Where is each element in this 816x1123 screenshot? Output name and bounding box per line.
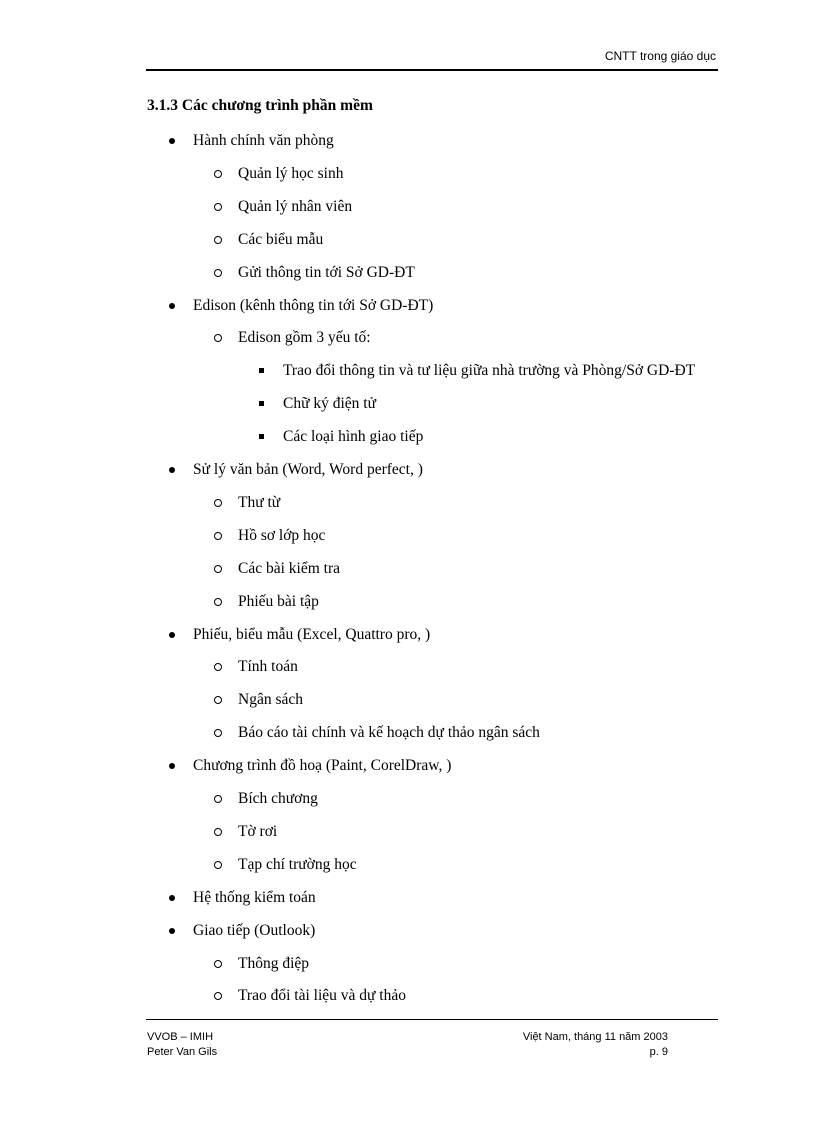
list-item-text: Trao đổi thông tin và tư liệu giữa nhà trường và Phòng/Sở GD-ĐT — [283, 362, 696, 380]
bullet-circle-icon — [214, 657, 238, 677]
list-item-text: Ngân sách — [238, 691, 303, 709]
list-item-text: Báo cáo tài chính và kế hoạch dự thảo ngân sách — [238, 724, 540, 742]
bullet-circle-icon — [214, 559, 238, 579]
list-item — [259, 361, 695, 381]
list-item — [259, 394, 376, 414]
bullet-disc-icon — [169, 625, 193, 645]
bullet-disc-icon — [169, 888, 193, 908]
bullet-circle-icon — [214, 164, 238, 184]
bullet-circle-icon — [214, 592, 238, 612]
list-item — [214, 328, 371, 348]
bullet-circle-icon — [214, 526, 238, 546]
bullet-square-icon — [259, 427, 283, 447]
bullet-circle-icon — [214, 855, 238, 875]
list-item-text: Các loại hình giao tiếp — [283, 428, 424, 446]
list-item-text: Chương trình đồ hoạ (Paint, CorelDraw, ) — [193, 757, 452, 775]
bullet-disc-icon — [169, 296, 193, 316]
bullet-circle-icon — [214, 263, 238, 283]
list-item-text: Hệ thống kiểm toán — [193, 888, 316, 906]
list-item-text: Edison (kênh thông tin tới Sở GD-ĐT) — [193, 296, 434, 314]
bullet-circle-icon — [214, 690, 238, 710]
list-item — [169, 131, 334, 151]
list-item — [214, 230, 323, 250]
list-item-text: Quản lý nhân viên — [238, 197, 353, 215]
bullet-circle-icon — [214, 197, 238, 217]
header-title: CNTT trong giáo dục — [604, 49, 716, 63]
footer-left — [147, 1030, 217, 1060]
list-item — [169, 921, 315, 941]
list-item-text: Giao tiếp (Outlook) — [193, 921, 316, 939]
bullet-circle-icon — [214, 230, 238, 250]
list-item-text: Tờ rơi — [238, 822, 278, 840]
bullet-disc-icon — [169, 460, 193, 480]
list-item-text: Các bài kiểm tra — [238, 559, 340, 577]
list-item — [214, 526, 325, 546]
bullet-disc-icon — [169, 756, 193, 776]
list-item-text: Trao đổi tài liệu và dự thảo — [238, 987, 406, 1005]
list-item — [169, 756, 451, 776]
list-item-text: Hồ sơ lớp học — [238, 526, 326, 544]
footer-page-number: p. 9 — [649, 1046, 668, 1058]
bullet-square-icon — [259, 394, 283, 414]
bullet-disc-icon — [169, 921, 193, 941]
list-item-text: Các biểu mẫu — [238, 230, 324, 248]
list-item-text: Thư từ — [238, 493, 281, 511]
footer-divider — [146, 1019, 718, 1020]
list-item — [214, 493, 280, 513]
list-item — [214, 954, 309, 974]
footer-author: Peter Van Gils — [147, 1046, 218, 1058]
list-item — [214, 197, 352, 217]
list-item-text: Chữ ký điện tử — [283, 395, 377, 413]
bullet-circle-icon — [214, 789, 238, 809]
bullet-circle-icon — [214, 986, 238, 1006]
list-item — [214, 822, 277, 842]
list-item-text: Tạp chí trường học — [238, 855, 357, 873]
list-item-text: Phiếu bài tập — [238, 592, 319, 610]
list-item — [214, 164, 343, 184]
footer-organization: VVOB – IMIH — [147, 1031, 214, 1043]
list-item-text: Tính toán — [238, 658, 298, 676]
list-item — [259, 427, 423, 447]
list-item-text: Quản lý học sinh — [238, 164, 344, 182]
bullet-circle-icon — [214, 493, 238, 513]
list-item — [214, 592, 319, 612]
bullet-square-icon — [259, 361, 283, 381]
list-item — [169, 888, 316, 908]
list-item — [214, 789, 318, 809]
bullet-disc-icon — [169, 131, 193, 151]
list-item-text: Gửi thông tin tới Sở GD-ĐT — [238, 263, 415, 281]
list-item — [169, 625, 430, 645]
section-title: 3.1.3 Các chương trình phần mềm — [147, 97, 373, 114]
list-item-text: Hành chính văn phòng — [193, 132, 334, 149]
list-item — [214, 657, 298, 677]
bullet-circle-icon — [214, 954, 238, 974]
list-item — [214, 986, 406, 1006]
list-item-text: Sử lý văn bản (Word, Word perfect, ) — [193, 461, 423, 478]
list-item-text: Bích chương — [238, 790, 318, 807]
bullet-circle-icon — [214, 822, 238, 842]
footer-right — [523, 1030, 668, 1060]
bullet-circle-icon — [214, 328, 238, 348]
footer-date: Việt Nam, tháng 11 năm 2003 — [522, 1031, 668, 1043]
list-item — [214, 690, 303, 710]
list-item-text: Thông điệp — [238, 954, 310, 972]
list-item — [214, 723, 540, 743]
bullet-circle-icon — [214, 723, 238, 743]
list-item — [214, 263, 415, 283]
list-item-text: Phiếu, biểu mẫu (Excel, Quattro pro, ) — [193, 625, 431, 643]
list-item — [169, 460, 423, 480]
list-item — [169, 296, 433, 316]
list-item-text: Edison gồm 3 yếu tố: — [238, 329, 371, 347]
list-item — [214, 559, 340, 579]
header-divider — [146, 69, 718, 71]
list-item — [214, 855, 357, 875]
